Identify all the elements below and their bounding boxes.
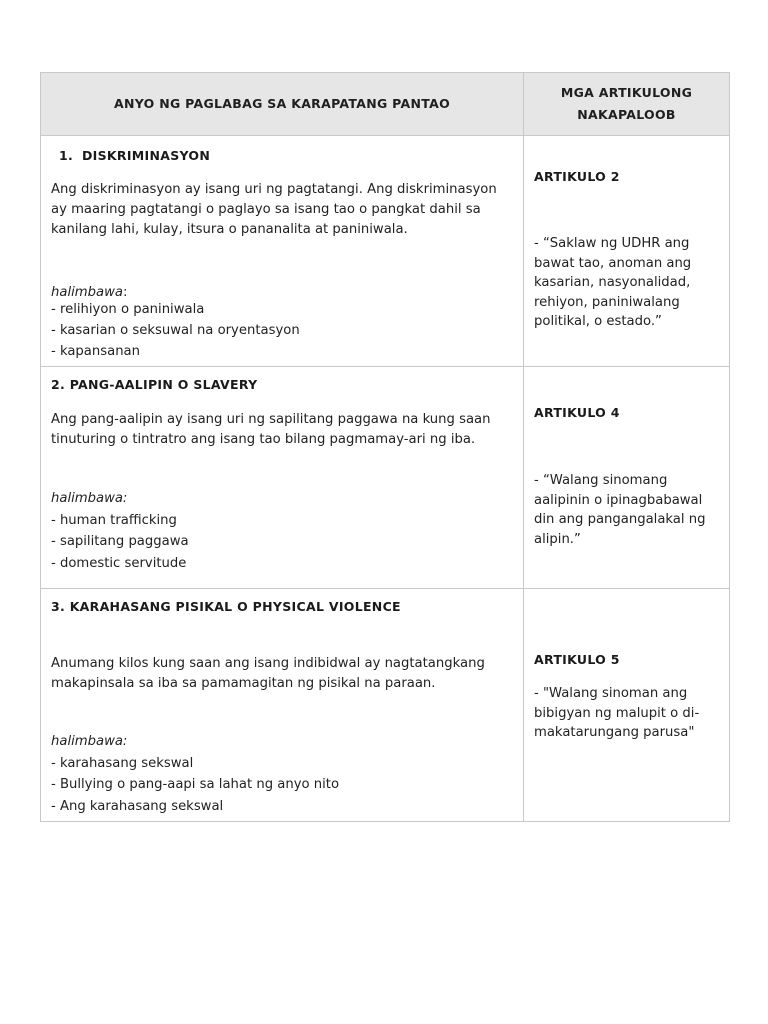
table-header-row: [41, 73, 729, 135]
table-row: [41, 588, 729, 821]
violation-description: Anumang kilos kung saan ang isang indibidwal ay nagtatangkang makapinsala sa iba sa pamamagitan ng pisikal na paraan.: [51, 656, 485, 691]
article-cell: [524, 589, 729, 821]
violation-description: Ang diskriminasyon ay isang uri ng pagtatangi. Ang diskriminasyon ay maaring pagtatangi o paglayo sa isang tao o pangkat dahil sa kanilang lahi, kulay, itsura o pananalita at paniniwala.: [51, 182, 497, 237]
article-title: ARTIKULO 2: [534, 169, 620, 184]
violation-title: 3. KARAHASANG PISIKAL O PHYSICAL VIOLENCE: [51, 599, 401, 614]
article-title: ARTIKULO 5: [534, 652, 620, 667]
article-cell: [524, 136, 729, 366]
violations-table: [40, 72, 730, 822]
article-title: ARTIKULO 4: [534, 405, 620, 420]
header-left-label: ANYO NG PAGLABAG SA KARAPATANG PANTAO: [113, 96, 450, 111]
violation-cell: [41, 367, 524, 588]
example-item: - Ang karahasang sekswal: [51, 799, 224, 814]
violation-title: DISKRIMINASYON: [82, 148, 211, 163]
row-number: 1.: [59, 148, 74, 163]
example-item: - human trafficking: [51, 513, 177, 528]
example-item: - Bullying o pang-aapi sa lahat ng anyo nito: [51, 777, 340, 792]
table-row: [41, 366, 729, 588]
header-right-label: MGA ARTIKULONG NAKAPALOOB: [560, 85, 693, 122]
example-label: halimbawa:: [51, 491, 128, 506]
example-item: - domestic servitude: [51, 556, 187, 571]
article-quote: - “Saklaw ng UDHR ang bawat tao, anoman ang kasarian, nasyonalidad, rehiyon, paniniwalang politikal, o estado.”: [534, 236, 692, 329]
example-label: halimbawa:: [51, 734, 128, 749]
violation-cell: [41, 589, 524, 821]
example-label: halimbawa:: [51, 285, 128, 300]
violation-description: Ang pang-aalipin ay isang uri ng sapilitang paggawa na kung saan tinuturing o tintratro ang isang tao bilang pagmamay-ari ng iba.: [51, 412, 491, 447]
example-item: - kasarian o seksuwal na oryentasyon: [51, 323, 300, 338]
article-cell: [524, 367, 729, 588]
example-item: - sapilitang paggawa: [51, 534, 189, 549]
violation-title: 2. PANG-AALIPIN O SLAVERY: [51, 377, 258, 392]
header-cell-articles: [524, 73, 729, 135]
table-row: [41, 135, 729, 366]
header-cell-violation: [41, 73, 524, 135]
example-item: - kapansanan: [51, 344, 140, 359]
example-item: - relihiyon o paniniwala: [51, 302, 205, 317]
article-quote: - “Walang sinomang aalipinin o ipinagbabawal din ang pangangalakal ng alipin.”: [534, 473, 706, 547]
violation-cell: [41, 136, 524, 366]
article-quote: - "Walang sinoman ang bibigyan ng malupit o di-makatarungang parusa": [534, 686, 700, 740]
example-item: - karahasang sekswal: [51, 756, 194, 771]
